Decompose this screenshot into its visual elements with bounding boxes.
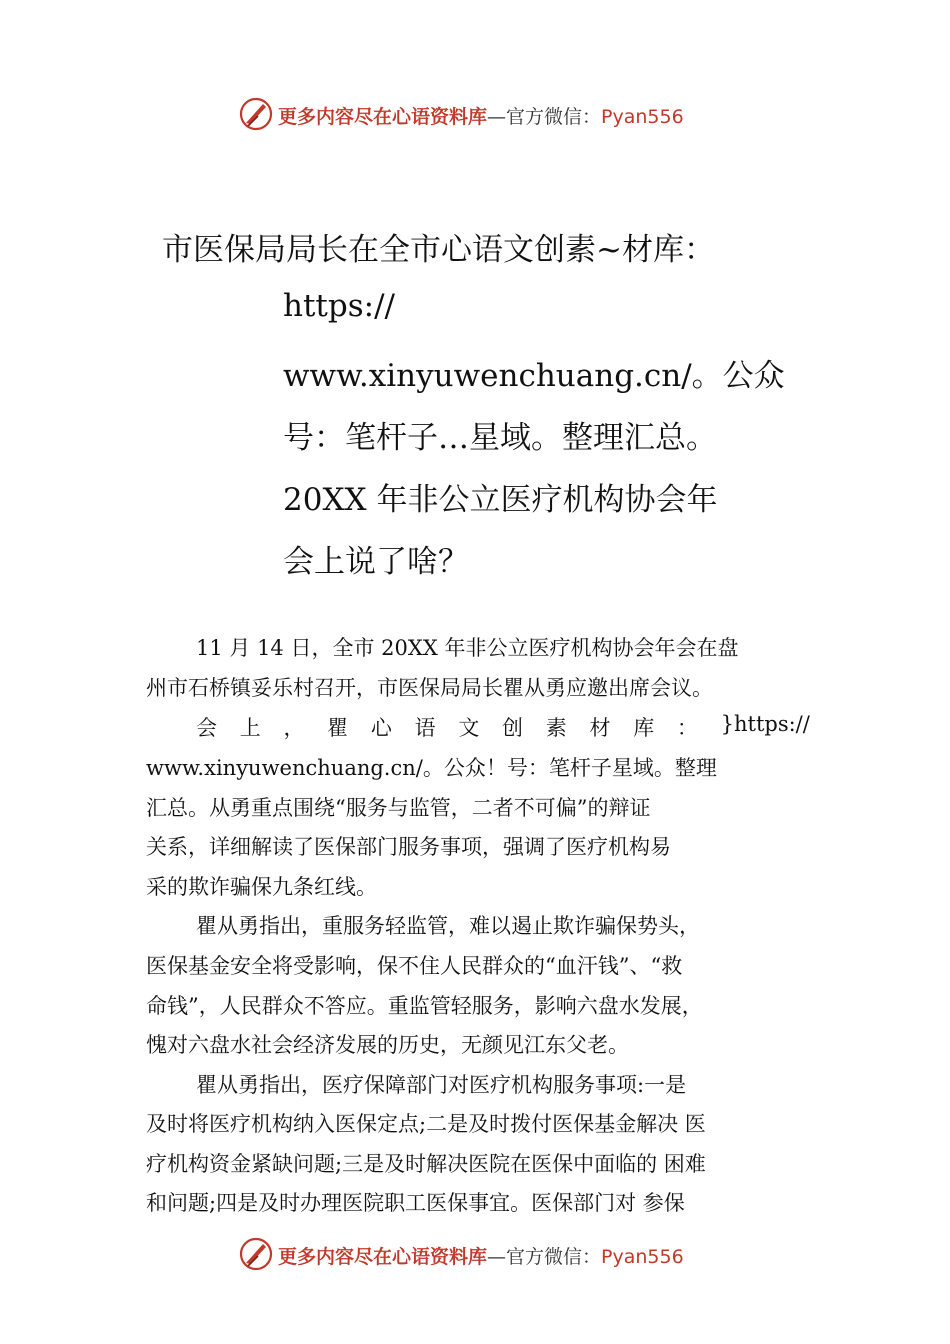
title-line-3: www.xinyuwenchuang.cn/。公众 — [283, 358, 785, 394]
body-line: 疗机构资金紧缺问题;三是及时解决医院在医保中面临的 困难 — [146, 1152, 706, 1176]
body-char: ， — [283, 716, 305, 740]
body-char: 上 — [239, 716, 261, 740]
banner-lead: 更多内容尽在心语资料库 — [278, 1246, 488, 1268]
body-line-spaced — [196, 712, 810, 742]
banner-official: —官方微信： — [487, 1246, 602, 1268]
body-line: 关系，详细解读了医保部门服务事项，强调了医疗机构易 — [146, 835, 671, 859]
footer-banner — [0, 1234, 950, 1274]
body-line: 州市石桥镇妥乐村召开，市医保局局长瞿从勇应邀出席会议。 — [146, 676, 713, 700]
body-char: 库 — [633, 716, 655, 740]
body-line: 医保基金安全将受影响，保不住人民群众的“血汗钱”、“救 — [146, 954, 683, 978]
body-line: 采的欺诈骗保九条红线。 — [146, 875, 377, 899]
body-line: www.xinyuwenchuang.cn/。公众！号：笔杆子星域。整理 — [146, 756, 717, 780]
body-char: 会 — [196, 716, 217, 740]
body-char: 文 — [458, 716, 480, 740]
banner-wechat-id: Pyan556 — [601, 1246, 684, 1268]
body-char: ： — [676, 716, 698, 740]
quill-logo-icon — [238, 96, 274, 132]
banner-official: —官方微信： — [487, 106, 602, 128]
body-line: 瞿从勇指出，重服务轻监管，难以遏止欺诈骗保势头， — [196, 914, 700, 938]
body-char: 材 — [589, 716, 611, 740]
title-line-6: 会上说了啥？ — [283, 544, 469, 580]
banner-wechat-id: Pyan556 — [601, 106, 684, 128]
title-line-1: 市医保局局长在全市心语文创素~材库： — [162, 232, 715, 268]
body-char: 心 — [370, 716, 392, 740]
body-char: 语 — [414, 716, 436, 740]
banner-lead: 更多内容尽在心语资料库 — [278, 106, 488, 128]
body-char: 素 — [545, 716, 567, 740]
title-line-5: 20XX 年非公立医疗机构协会年 — [283, 482, 718, 518]
body-char: 创 — [502, 716, 524, 740]
body-char: 瞿 — [327, 716, 349, 740]
title-line-2: https:// — [283, 288, 395, 324]
body-char: }https:// — [720, 712, 810, 736]
body-line: 命钱”，人民群众不答应。重监管轻服务，影响六盘水发展， — [146, 994, 703, 1018]
quill-logo-icon — [238, 1236, 274, 1272]
banner-text — [278, 1242, 684, 1269]
body-line: 及时将医疗机构纳入医保定点;二是及时拨付医保基金解决 医 — [146, 1112, 706, 1136]
body-line: 11 月 14 日，全市 20XX 年非公立医疗机构协会年会在盘 — [196, 636, 739, 660]
banner-text — [278, 102, 684, 129]
title-line-4: 号：笔杆子…星域。整理汇总。 — [283, 420, 717, 456]
body-line: 和问题;四是及时办理医院职工医保事宜。医保部门对 参保 — [146, 1191, 685, 1215]
body-line: 汇总。从勇重点围绕“服务与监管，二者不可偏”的辩证 — [146, 796, 651, 820]
header-banner — [0, 94, 950, 134]
body-line: 愧对六盘水社会经济发展的历史，无颜见江东父老。 — [146, 1033, 629, 1057]
body-line: 瞿从勇指出，医疗保障部门对医疗机构服务事项:一是 — [196, 1073, 687, 1097]
